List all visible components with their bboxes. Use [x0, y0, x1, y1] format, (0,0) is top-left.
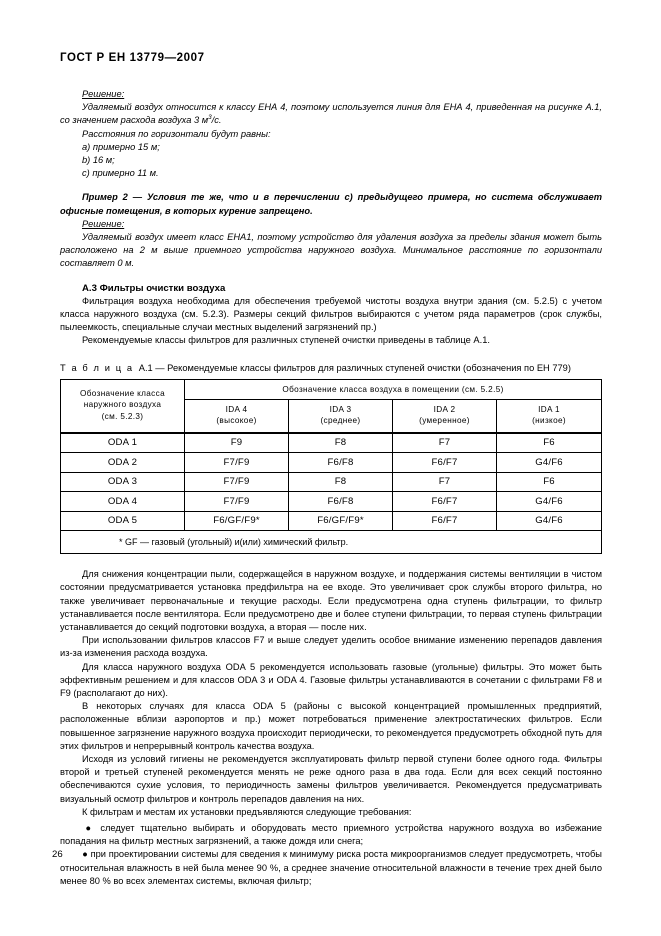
body-paragraph-3: Для класса наружного воздуха ODA 5 рекомендуется использовать газовые (угольные) фильтры. Это может быть эффективным решением и для классов ODA 3 и ODA 4. Газовые фильтры устанавливаются в сочетании с фильтрами F8 и F9 (располагают до них).: [60, 661, 602, 698]
body-paragraph-2: При использовании фильтров классов F7 и выше следует уделить особое внимание изменению перепадов давления из-за изменения расхода воздуха.: [60, 635, 602, 659]
table-cell-ida3: F6/F8: [289, 492, 393, 512]
body-paragraph-4: В некоторых случаях для класса ODA 5 (районы с высокой концентрацией промышленных предприятий, расположенные вблизи аэропортов и пр.) может потребоваться применение электростатических фильтров. Если повышенное загрязнение наружного воздуха происходит периодически, то рекомендуется предусмотреть обходной путь для этих фильтров и непрерывный контроль качества воздуха.: [60, 701, 602, 751]
table-header-outdoor-class: [61, 379, 185, 433]
example1-item-b: b) 16 м;: [82, 155, 115, 166]
section-a3-heading: A.3 Фильтры очистки воздуха: [82, 282, 226, 294]
standard-header: ГОСТ Р ЕН 13779—2007: [60, 52, 205, 64]
table-row: [61, 472, 602, 492]
example1-solution-paragraph: [60, 101, 602, 127]
table-cell-ida4: F7/F9: [185, 453, 289, 473]
table-row: [61, 492, 602, 512]
requirement-bullet-2: [60, 848, 602, 888]
table-cell-ida1: G4/F6: [497, 453, 602, 473]
table-header-ida3-qualifier: (среднее): [320, 416, 361, 426]
body-paragraph-6: К фильтрам и местам их установки предъявляются следующие требования:: [82, 806, 412, 817]
table-cell-ida3: F6/F8: [289, 453, 393, 473]
table-header-ida2-qualifier: (умеренное): [419, 416, 470, 426]
table-cell-oda: ODA 2: [61, 453, 185, 473]
table-row: [61, 433, 602, 453]
table-header-outdoor-line3: (см. 5.2.3): [101, 411, 144, 421]
example2-solution-body: Удаляемый воздух имеет класс ЕНА1, поэтому устройство для удаления воздуха за пределы здания может быть расположено на 2 м выше приемного устройства наружного воздуха. Минимальное расстояние по горизонтали составляет 0 м.: [60, 232, 602, 269]
table-header-ida1-code: IDA 1: [538, 404, 560, 414]
table-header-ida2: [393, 399, 497, 433]
requirement-bullet-1-text: ● следует тщательно выбирать и оборудовать место приемного устройства наружного воздуха во избежание попадания на фильтр местных загрязнений, а также дождя или снега;: [60, 823, 602, 847]
example1-distances-line: Расстояния по горизонтали будут равны:: [82, 128, 271, 139]
table-row: [61, 453, 602, 473]
table-cell-oda: ODA 1: [61, 433, 185, 453]
example1-solution-label: Решение:: [82, 89, 125, 99]
table-header-indoor-class: Обозначение класса воздуха в помещении (см. 5.2.5): [185, 379, 602, 399]
table-cell-ida3: F6/GF/F9*: [289, 511, 393, 531]
table-cell-ida3: F8: [289, 433, 393, 453]
cubic-meter-superscript: 3: [208, 114, 212, 122]
table-caption-text: А.1 — Рекомендуемые классы фильтров для различных ступеней очистки (обозначения по ЕН 779): [138, 362, 571, 373]
table-cell-ida1: F6: [497, 433, 602, 453]
table-header-ida3-code: IDA 3: [329, 404, 352, 414]
table-cell-ida2: F6/F7: [393, 492, 497, 512]
table-header-outdoor-line1: Обозначение класса: [80, 388, 165, 398]
table-header-ida4: [185, 399, 289, 433]
table-header-outdoor-line2: наружного воздуха: [83, 400, 162, 410]
table-footnote: * GF — газовый (угольный) и(или) химический фильтр.: [61, 531, 602, 554]
table-cell-oda: ODA 5: [61, 511, 185, 531]
section-a3-paragraph-2: Рекомендуемые классы фильтров для различных ступеней очистки приведены в таблице А.1.: [82, 335, 490, 346]
table-cell-ida2: F7: [393, 472, 497, 492]
table-cell-oda: ODA 4: [61, 492, 185, 512]
filter-classes-table: [60, 379, 602, 555]
example2-solution-label: Решение:: [82, 218, 125, 229]
requirement-bullet-2-text: ● при проектировании системы для сведения к минимуму риска роста микроорганизмов следует предусмотреть, чтобы относительная влажность в ней была менее 90 %, а среднее значение относительной влажности в течение трех дней было менее 80 % во всех элементах системы, включая фильтр;: [60, 849, 602, 886]
table-cell-ida1: F6: [497, 472, 602, 492]
table-footnote-row: [61, 531, 602, 554]
example2-heading: Пример 2 — Условия те же, что и в перечислении с) предыдущего примера, но система обслуживает офисные помещения, в которых курение запрещено.: [60, 192, 602, 216]
table-cell-ida2: F7: [393, 433, 497, 453]
table-header-ida4-qualifier: (высокое): [216, 416, 257, 426]
table-header-ida3: [289, 399, 393, 433]
table-caption: [60, 362, 602, 375]
example1-item-c: c) примерно 11 м.: [82, 168, 159, 179]
section-a3-paragraph-1: Фильтрация воздуха необходима для обеспечения требуемой чистоты воздуха внутри здания (см. 5.2.5) с учетом класса наружного воздуха (см. 5.2.3). Размеры секций фильтров выбираются с учетом ряда параметров (срок службы, пылеемкость, специальные случаи местных выделений загрязнений пр.): [60, 295, 602, 333]
body-paragraph-5: Исходя из условий гигиены не рекомендуется эксплуатировать фильтр первой ступени более одного года. Фильтры второй и третьей ступеней рекомендуется менять не реже одного раза в два года. Если для всех секций постоянно обеспечиваются сухие условия, то периодичность замены фильтров увеличивается. Рекомендуется предусматривать визуальный осмотр фильтров и контроль перепадов давления на них.: [60, 754, 602, 804]
table-cell-ida4: F9: [185, 433, 289, 453]
table-cell-ida2: F6/F7: [393, 453, 497, 473]
example1-solution-tail: /с.: [211, 115, 222, 126]
table-row: [61, 511, 602, 531]
requirement-bullet-1: [60, 822, 602, 848]
table-cell-ida4: F7/F9: [185, 472, 289, 492]
table-cell-oda: ODA 3: [61, 472, 185, 492]
table-header-ida2-code: IDA 2: [433, 404, 456, 414]
example1-solution-text: Удаляемый воздух относится к классу ЕНА 4, поэтому используется линия для ЕНА 4, приведенная на рисунке А.1, со значением расхода воздуха 3 м: [60, 102, 602, 126]
body-paragraph-1: Для снижения концентрации пыли, содержащейся в наружном воздухе, и поддержания системы вентиляции в чистом состоянии предусматривается установка предфильтра на ее входе. Это увеличивает срок службы второго фильтра, но также увеличивает первоначальные и текущие расходы. Если предусмотрена одна ступень фильтрации, то фильтр устанавливается после вентилятора. Если предусмотрено две и более ступени фильтрации, то первая ступень фильтрации устанавливается до секций подготовки воздуха, а вторая — после них.: [60, 569, 602, 632]
page-number: 26: [52, 849, 63, 860]
table-header-ida1-qualifier: (низкое): [532, 416, 566, 426]
table-header-ida4-code: IDA 4: [225, 404, 248, 414]
table-cell-ida1: G4/F6: [497, 492, 602, 512]
table-header-row-1: [61, 379, 602, 399]
table-cell-ida3: F8: [289, 472, 393, 492]
example1-item-a: a) примерно 15 м;: [82, 141, 160, 152]
table-cell-ida4: F7/F9: [185, 492, 289, 512]
table-cell-ida1: G4/F6: [497, 511, 602, 531]
table-cell-ida4: F6/GF/F9*: [185, 511, 289, 531]
table-caption-prefix: Т а б л и ц а: [60, 362, 134, 373]
page-content: [60, 52, 602, 888]
table-cell-ida2: F6/F7: [393, 511, 497, 531]
table-header-ida1: [497, 399, 602, 433]
